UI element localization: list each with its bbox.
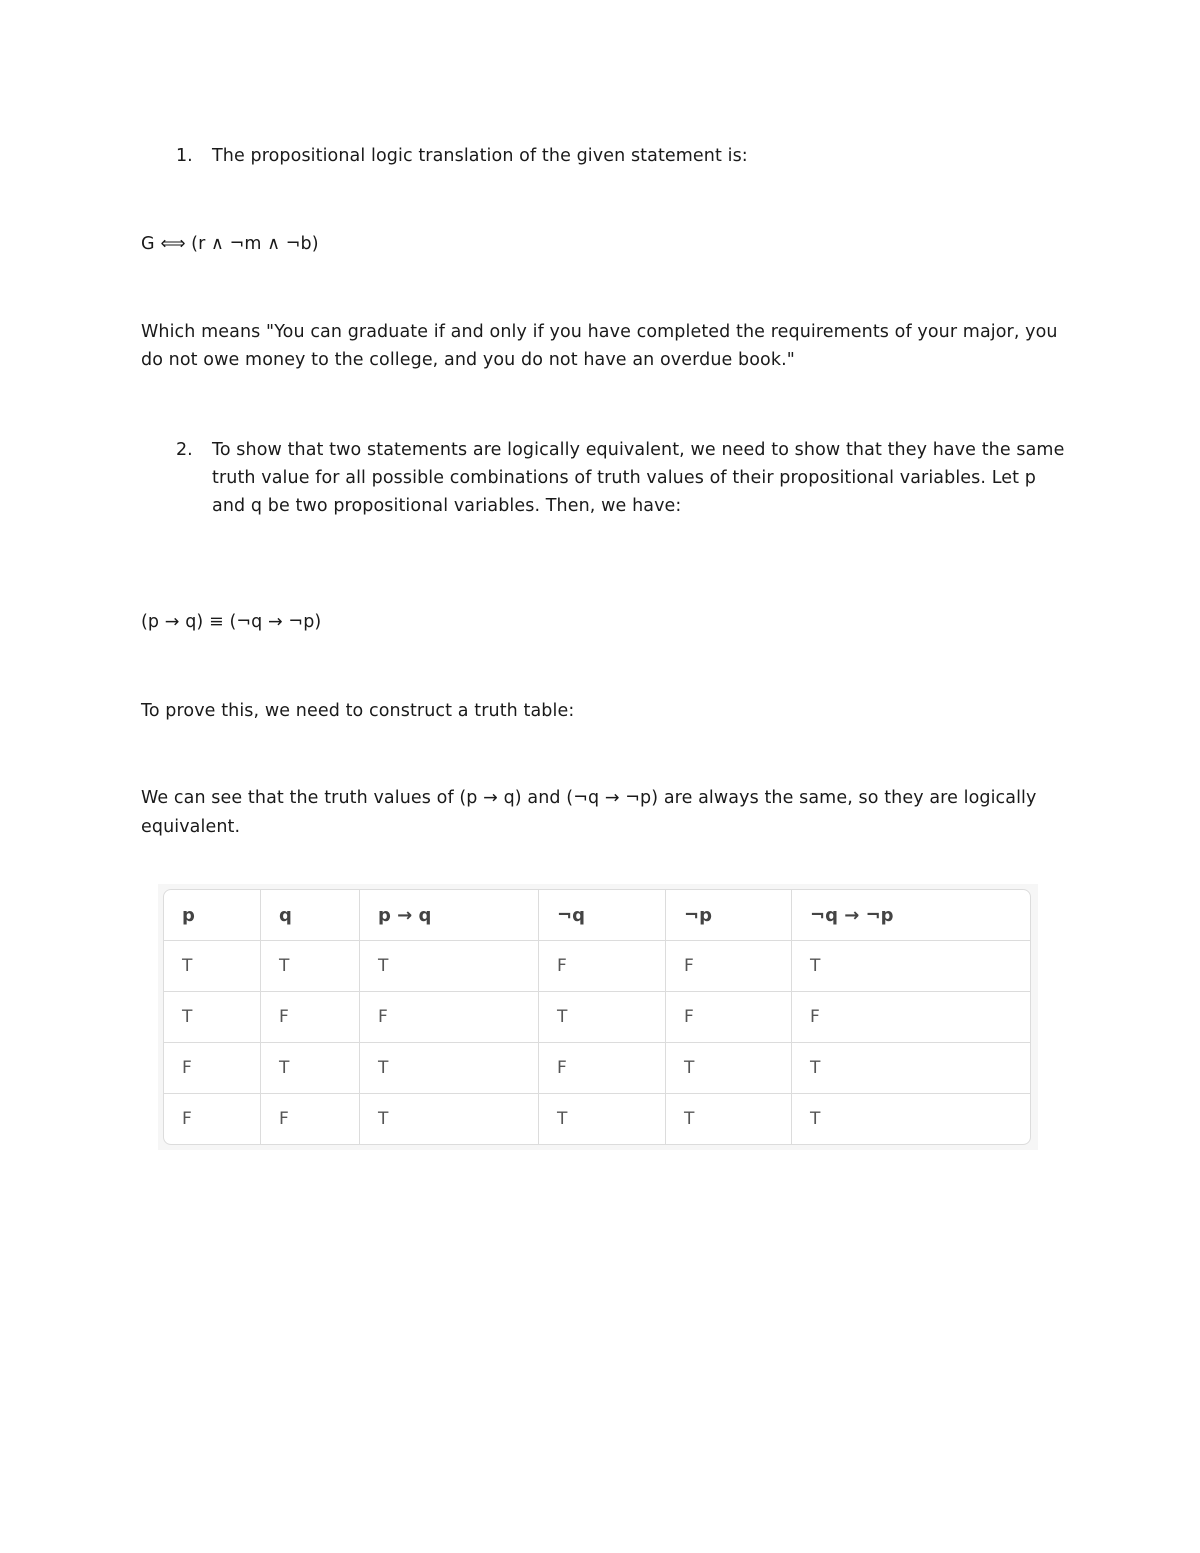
formula-biconditional: G ⟺ (r ∧ ¬m ∧ ¬b) (141, 234, 319, 254)
table-cell: T (261, 1043, 360, 1094)
table-cell: T (810, 1109, 821, 1129)
table-cell: F (261, 992, 360, 1043)
table-cell: F (164, 1094, 261, 1144)
formula-contrapositive: (p → q) ≡ (¬q → ¬p) (141, 612, 322, 632)
table-cell: F (792, 992, 1030, 1043)
prove-text: To prove this, we need to construct a truth table: (141, 701, 575, 721)
table-cell: T (666, 1043, 792, 1094)
item-2-line-3: and q be two propositional variables. Then, we have: (212, 496, 682, 516)
table-header-row (164, 890, 1030, 941)
table-cell: T (360, 1094, 539, 1144)
table-cell: F (539, 1043, 666, 1094)
item-2-line-2: truth value for all possible combinations of truth values of their propositional variables. Let p (212, 468, 1036, 488)
table-cell: F (360, 992, 539, 1043)
table-row (164, 992, 1030, 1043)
meaning-line-2: do not owe money to the college, and you do not have an overdue book." (141, 350, 795, 370)
table-cell: F (666, 992, 792, 1043)
table-cell: T (539, 992, 666, 1043)
item-1-text: The propositional logic translation of the given statement is: (212, 146, 748, 166)
list-number-2: 2. (176, 440, 193, 460)
table-cell: T (666, 1094, 792, 1144)
conclusion-line-1: We can see that the truth values of (p → q) and (¬q → ¬p) are always the same, so they are logically (141, 788, 1037, 808)
table-cell: F (164, 1043, 261, 1094)
table-cell: T (360, 1043, 539, 1094)
column-header: p (164, 890, 261, 941)
truth-table (163, 889, 1031, 1145)
column-header: p → q (360, 890, 539, 941)
table-cell: T (164, 941, 261, 992)
table-row (164, 1094, 1030, 1144)
table-cell: T (539, 1094, 666, 1144)
table-row (164, 941, 1030, 992)
table-cell: T (360, 941, 539, 992)
column-header: ¬q → ¬p (792, 890, 1030, 941)
table-cell: F (261, 1094, 360, 1144)
column-header: q (261, 890, 360, 941)
table-cell: T (792, 941, 1030, 992)
truth-table-container (158, 884, 1038, 1150)
table-cell: T (261, 941, 360, 992)
table-cell: F (666, 941, 792, 992)
item-2-line-1: To show that two statements are logically equivalent, we need to show that they have the same (212, 440, 1065, 460)
meaning-line-1: Which means "You can graduate if and only if you have completed the requirements of your major, you (141, 322, 1058, 342)
column-header: ¬p (666, 890, 792, 941)
table-row (164, 1043, 1030, 1094)
table-cell: T (164, 992, 261, 1043)
column-header: ¬q (539, 890, 666, 941)
conclusion-line-2: equivalent. (141, 817, 241, 837)
table-cell: F (539, 941, 666, 992)
list-number-1: 1. (176, 146, 193, 166)
table-cell: T (792, 1043, 1030, 1094)
